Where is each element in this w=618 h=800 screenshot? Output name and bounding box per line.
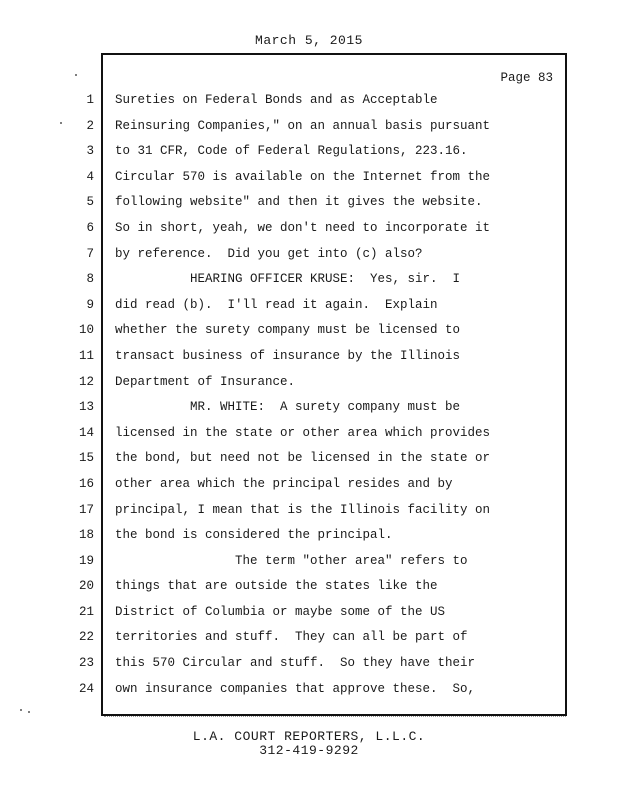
line-number: 3	[86, 144, 94, 159]
transcript-line: territories and stuff. They can all be part of	[115, 630, 468, 645]
transcript-line: whether the surety company must be licensed to	[115, 323, 461, 338]
line-number: 1	[86, 93, 94, 107]
transcript-line: MR. WHITE: A surety company must be	[115, 400, 461, 415]
transcript-line: principal, I mean that is the Illinois facility on	[115, 502, 491, 517]
line-number: 16	[78, 476, 94, 491]
transcript-line: Circular 570 is available on the Internet from the	[115, 169, 491, 184]
line-number: 9	[86, 297, 94, 312]
line-number: 21	[78, 604, 94, 619]
transcript-line: Department of Insurance.	[115, 374, 296, 389]
transcript-line: things that are outside the states like the	[115, 579, 438, 594]
transcript-text-column	[115, 91, 565, 705]
line-number: 20	[78, 579, 94, 594]
transcript-line: HEARING OFFICER KRUSE: Yes, sir. I	[115, 272, 461, 287]
transcript-line: licensed in the state or other area which provides	[115, 425, 491, 440]
transcript-line: District of Columbia or maybe some of the US	[115, 604, 446, 619]
line-number: 23	[78, 656, 94, 671]
transcript-line: transact business of insurance by the Illinois	[115, 348, 461, 363]
transcript-line: the bond, but need not be licensed in the state or	[115, 451, 491, 466]
transcript-line: Reinsuring Companies," on an annual basis pursuant	[115, 118, 491, 133]
line-number-column	[66, 91, 94, 705]
transcript-line: The term "other area" refers to	[115, 553, 468, 568]
line-number: 22	[78, 630, 94, 645]
scan-speck	[60, 122, 62, 124]
line-number: 19	[78, 553, 94, 568]
transcript-line: following website" and then it gives the website.	[115, 195, 483, 210]
line-number: 5	[86, 195, 94, 210]
transcript-line: Sureties on Federal Bonds and as Acceptable	[115, 93, 438, 107]
court-reporter-phone: 312-419-9292	[259, 743, 359, 758]
page-number: Page 83	[500, 71, 553, 85]
transcript-line: the bond is considered the principal.	[115, 528, 393, 543]
court-reporter-name: L.A. COURT REPORTERS, L.L.C.	[192, 729, 426, 744]
line-number: 7	[86, 246, 94, 261]
transcript-line: to 31 CFR, Code of Federal Regulations, 223.16.	[115, 144, 468, 159]
scan-speck	[28, 711, 30, 713]
frame-bottom-edge	[104, 716, 566, 721]
transcript-date: March 5, 2015	[255, 33, 363, 48]
line-number: 13	[78, 400, 94, 415]
scan-speck	[20, 709, 22, 711]
line-number: 6	[86, 220, 94, 235]
line-number: 2	[86, 118, 94, 133]
transcript-line: by reference. Did you get into (c) also?	[115, 246, 423, 261]
transcript-line: other area which the principal resides and by	[115, 476, 453, 491]
line-number: 24	[78, 681, 94, 696]
line-number: 8	[86, 272, 94, 287]
line-number: 15	[78, 451, 94, 466]
line-number: 12	[78, 374, 94, 389]
transcript-line: own insurance companies that approve these. So,	[115, 681, 476, 696]
footer	[0, 730, 618, 758]
line-number: 4	[86, 169, 94, 184]
scan-speck	[75, 74, 77, 76]
line-number: 10	[78, 323, 94, 338]
line-number: 17	[78, 502, 94, 517]
transcript-line: So in short, yeah, we don't need to incorporate it	[115, 220, 491, 235]
line-number: 11	[78, 348, 94, 363]
transcript-line: did read (b). I'll read it again. Explain	[115, 297, 438, 312]
line-number: 18	[78, 528, 94, 543]
transcript-line: this 570 Circular and stuff. So they have their	[115, 656, 476, 671]
line-number: 14	[78, 425, 94, 440]
